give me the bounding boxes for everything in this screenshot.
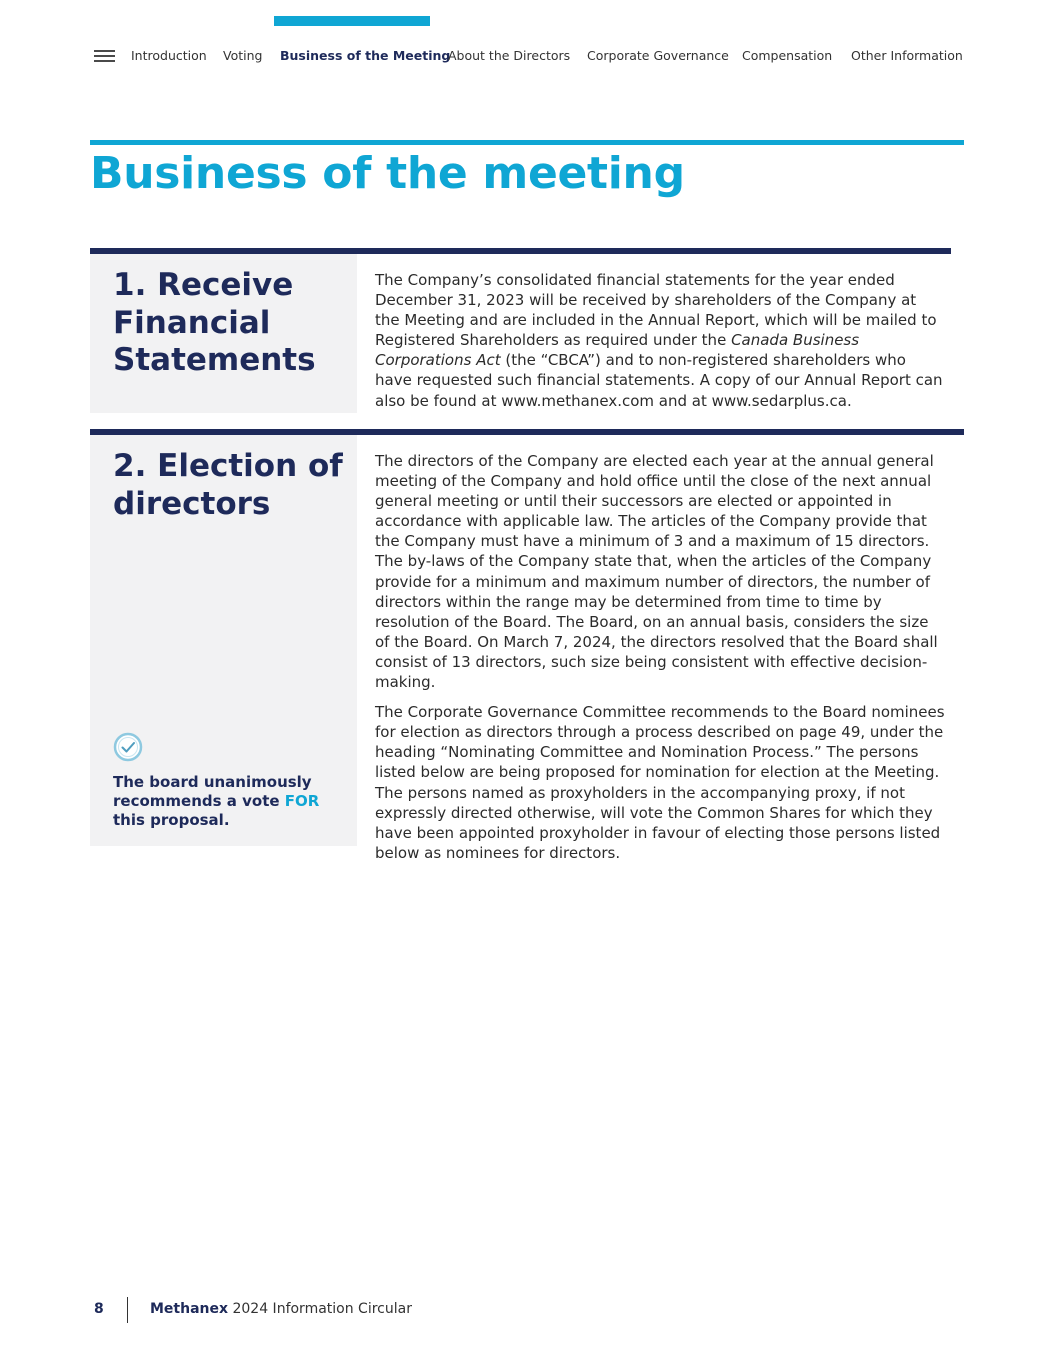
board-recommendation: The board unanimously recommends a vote FOR this proposal. xyxy=(113,773,320,829)
footer-title: Methanex 2024 Information Circular xyxy=(150,1301,412,1317)
section-2-paragraph-2: The Corporate Governance Committee recommends to the Board nominees for election as directors through a process described on page 49, under the heading “Nominating Committee and Nomination Process.” The persons listed below are being proposed for nomination for election at the Meeting. The persons named as proxyholders in the accompanying proxy, if not expressly directed otherwise, will vote the Common Shares for which they have been appointed proxyholder in favour of electing those persons listed below as nominees for directors. xyxy=(375,703,945,862)
section-2-body xyxy=(375,451,945,873)
footer-divider xyxy=(127,1297,128,1323)
section-1-body xyxy=(375,270,945,421)
nav-compensation[interactable]: Compensation xyxy=(742,48,833,63)
section-2-heading: 2. Election of directors xyxy=(113,448,343,522)
page-number: 8 xyxy=(94,1301,104,1317)
section-2-paragraph-1: The directors of the Company are elected each year at the annual general meeting of the Company and hold office until the close of the next annual general meeting or until their successors are elected or appointed in accordance with applicable law. The articles of the Company provide that the Company must have a minimum of 3 and a maximum of 15 directors. The by-laws of the Company state that, when the articles of the Company provide for a minimum and maximum number of directors, the number of directors within the range may be determined from time to time by resolution of the Board. The Board, on an annual basis, considers the size of the Board. On March 7, 2024, the directors resolved that the Board shall consist of 13 directors, such size being consistent with effective decision-making. xyxy=(375,452,938,692)
section-1-heading: 1. Receive Financial Statements xyxy=(113,267,316,378)
nav-business-of-the-meeting[interactable]: Business of the Meeting xyxy=(280,48,451,63)
nav-introduction[interactable]: Introduction xyxy=(131,48,207,63)
hamburger-menu-icon[interactable] xyxy=(94,50,115,62)
check-circle-icon xyxy=(113,732,143,762)
brand-name: Methanex xyxy=(150,1301,229,1317)
nav-other-information[interactable]: Other Information xyxy=(851,48,963,63)
nav-corporate-governance[interactable]: Corporate Governance xyxy=(587,48,729,63)
active-tab-indicator xyxy=(274,16,430,26)
section-1-paragraph: The Company’s consolidated financial statements for the year ended December 31, 2023 will be received by shareholders of the Company at the Meeting and are included in the Annual Report, which will be mailed to Registered Shareholders as required under the Canada Business Corporations Act (the “CBCA”) and to non-registered shareholders who have requested such financial statements. A copy of our Annual Report can also be found at www.methanex.com and at www.sedarplus.ca. xyxy=(375,271,943,410)
title-rule xyxy=(90,140,964,145)
nav-voting[interactable]: Voting xyxy=(223,48,263,63)
page-title: Business of the meeting xyxy=(90,148,685,199)
nav-about-the-directors[interactable]: About the Directors xyxy=(448,48,571,63)
cbca-act-title: Canada Business Corporations Act xyxy=(375,331,860,370)
recommendation-for: FOR xyxy=(284,792,320,810)
